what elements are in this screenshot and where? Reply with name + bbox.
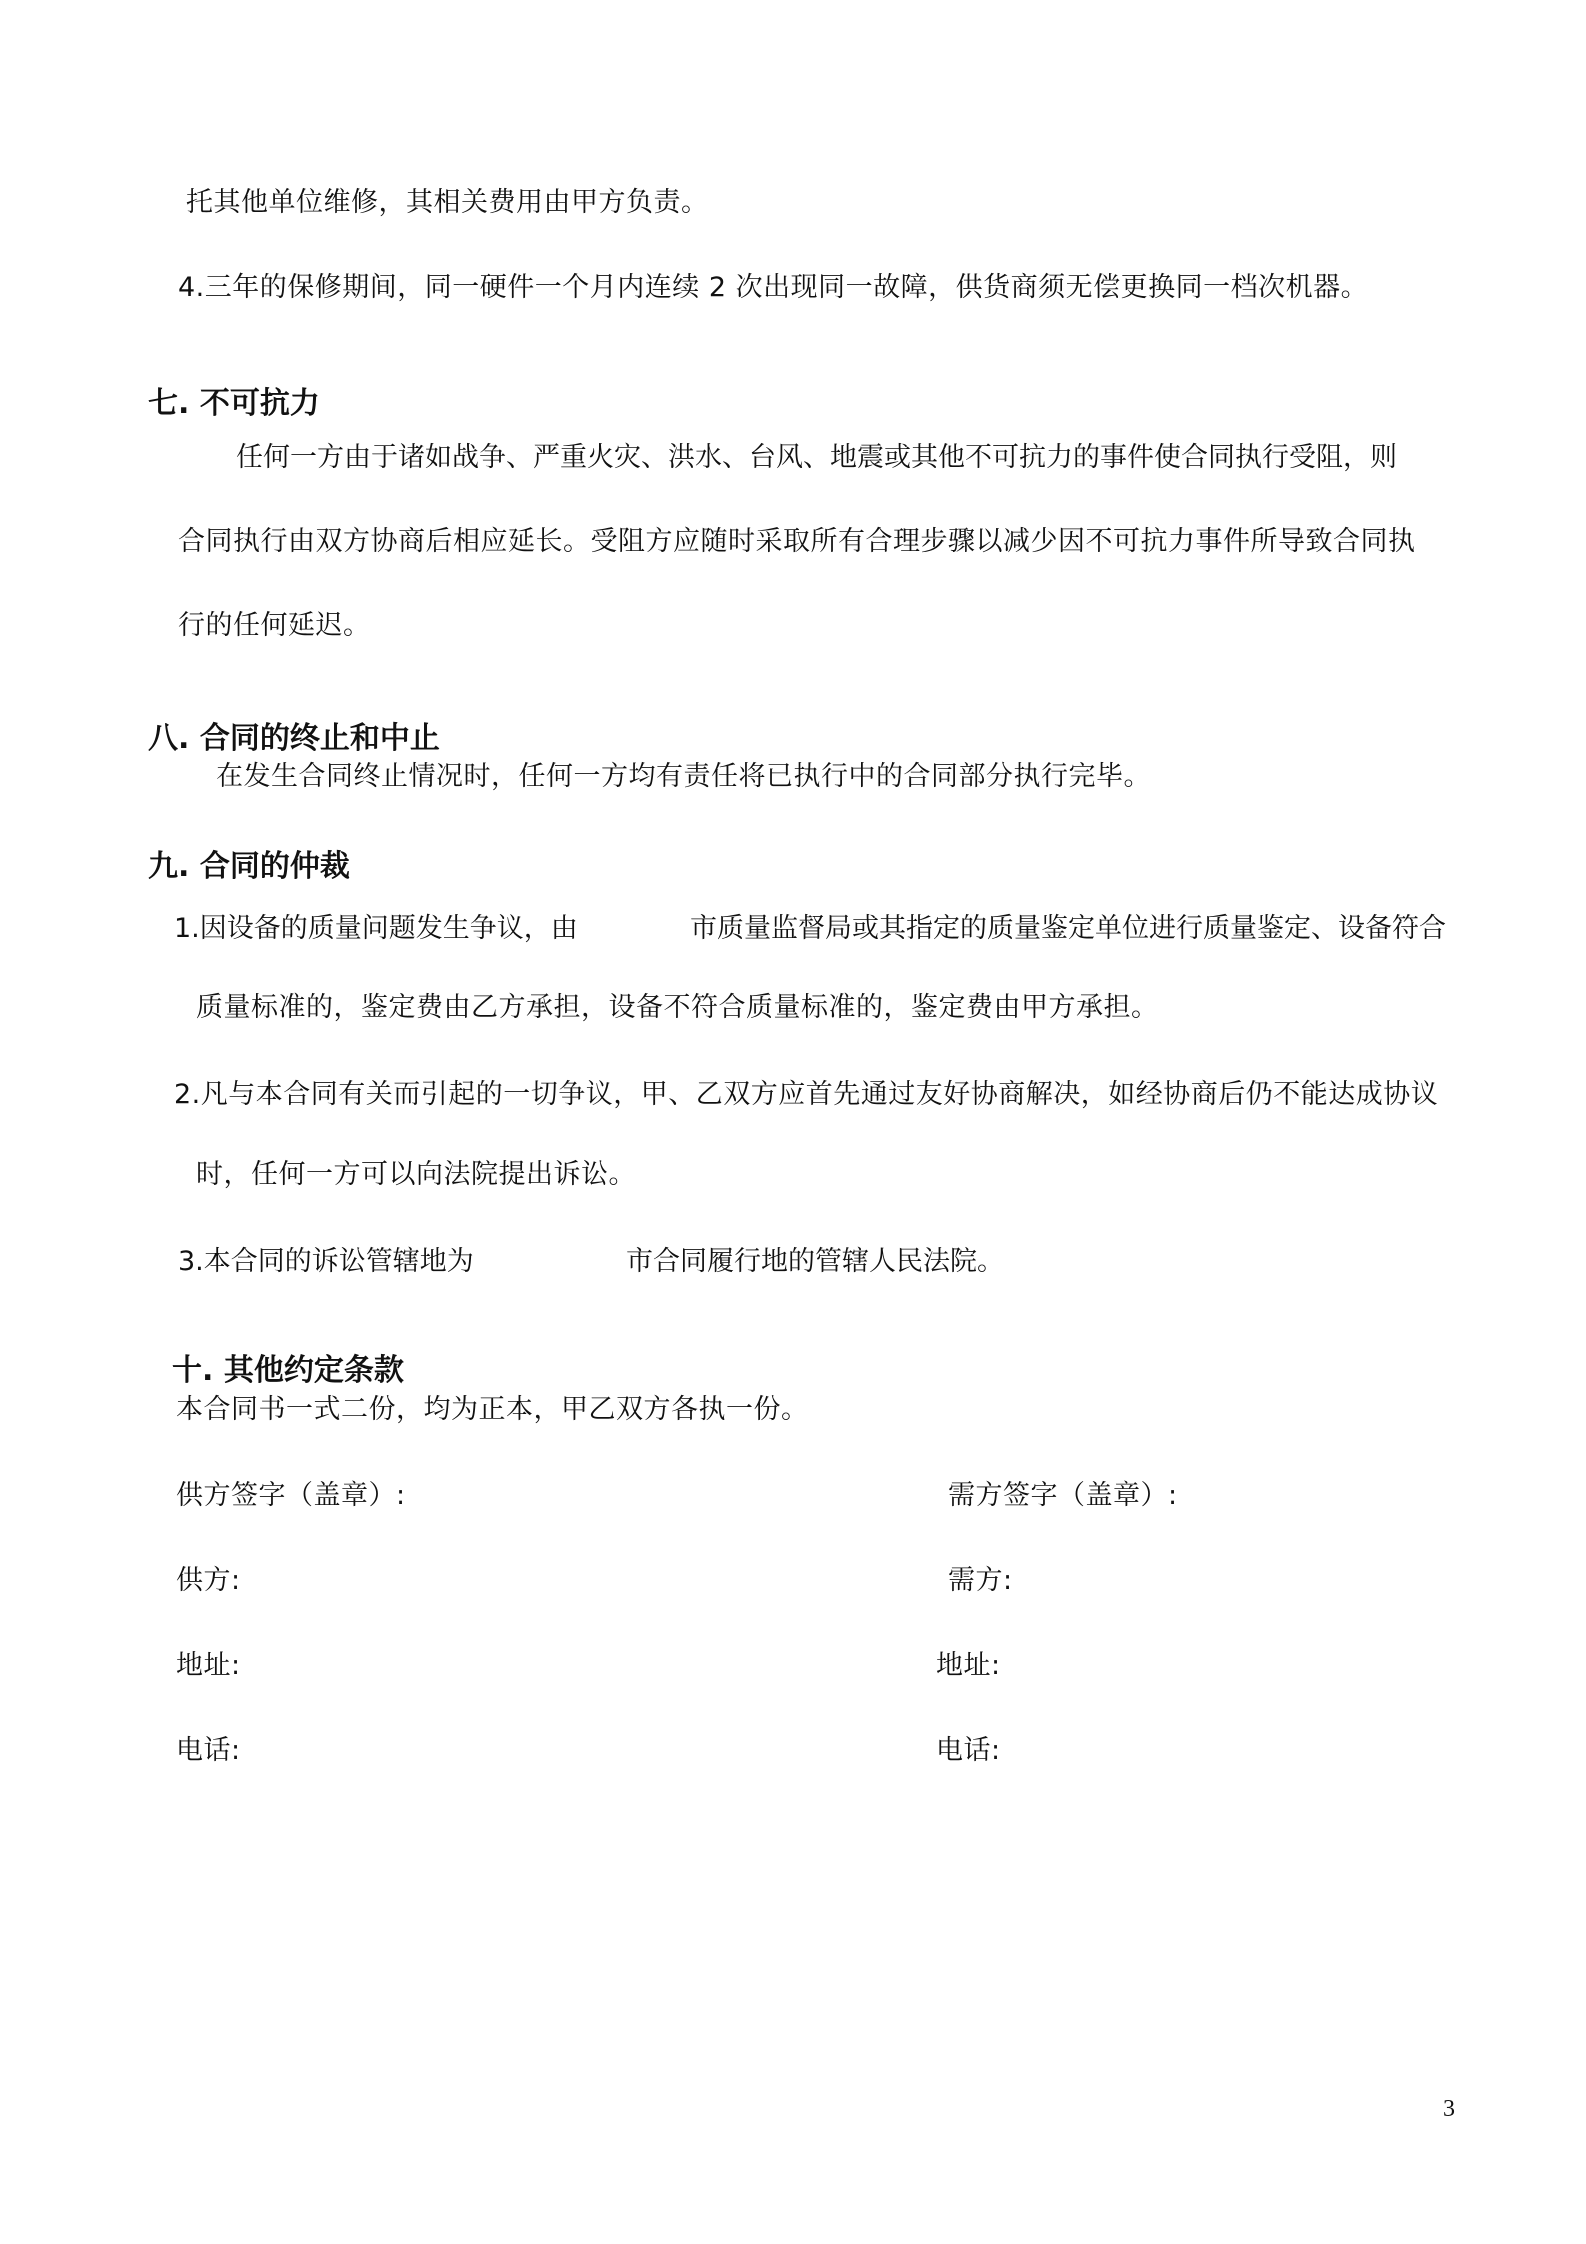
supplier-phone-label: 电话: (176, 1735, 241, 1766)
section-9-item-3-part-1: 3.本合同的诉讼管辖地为 (178, 1246, 474, 1277)
section-9-item-2-line-2: 时，任何一方可以向法院提出诉讼。 (196, 1159, 636, 1190)
section-10-title: 十. 其他约定条款 (172, 1353, 404, 1388)
buyer-label: 需方: (948, 1565, 1013, 1596)
buyer-phone-label: 电话: (936, 1735, 1001, 1766)
section-10-line-1: 本合同书一式二份，均为正本，甲乙双方各执一份。 (176, 1394, 809, 1425)
section-9-item-3-part-2: 市合同履行地的管辖人民法院。 (626, 1246, 1004, 1277)
section-7-line-1 (236, 440, 1460, 476)
warranty-item-4: 4.三年的保修期间，同一硬件一个月内连续 2 次出现同一故障，供货商须无偿更换同一档次机器。 (178, 272, 1369, 303)
section-7-line-1-text: 任何一方由于诸如战争、严重火灾、洪水、台风、地震或其他不可抗力的事件使合同执行受阻，则 (236, 442, 1397, 473)
section-9-item-1-line-1 (174, 911, 1446, 947)
section-8-title: 八. 合同的终止和中止 (148, 721, 440, 756)
section-9-item-1-part-2: 市质量监督局或其指定的质量鉴定单位进行质量鉴定、设备符合 (690, 913, 1446, 944)
supplier-sign-label: 供方签字（盖章）: (176, 1480, 406, 1511)
buyer-address-label: 地址: (936, 1650, 1001, 1681)
supplier-label: 供方: (176, 1565, 241, 1596)
section-9-item-1-line-2: 质量标准的，鉴定费由乙方承担，设备不符合质量标准的，鉴定费由甲方承担。 (196, 992, 1159, 1023)
page-number: 3 (1443, 2096, 1455, 2122)
section-9-item-3 (178, 1244, 1004, 1280)
section-9-item-2-line-1: 2.凡与本合同有关而引起的一切争议，甲、乙双方应首先通过友好协商解决，如经协商后仍不能达成协议 (174, 1079, 1439, 1110)
buyer-sign-label: 需方签字（盖章）: (948, 1480, 1178, 1511)
section-7-line-3: 行的任何延迟。 (178, 610, 371, 641)
section-8-line-1: 在发生合同终止情况时，任何一方均有责任将已执行中的合同部分执行完毕。 (216, 761, 1151, 792)
warranty-continued-line: 托其他单位维修，其相关费用由甲方负责。 (186, 187, 709, 218)
supplier-address-label: 地址: (176, 1650, 241, 1681)
section-9-title: 九. 合同的仲裁 (148, 849, 350, 884)
section-9-item-1-part-1: 1.因设备的质量问题发生争议，由 (174, 913, 578, 944)
section-7-line-2: 合同执行由双方协商后相应延长。受阻方应随时采取所有合理步骤以减少因不可抗力事件所导致合同执 (178, 526, 1416, 557)
section-7-title: 七. 不可抗力 (148, 386, 320, 421)
